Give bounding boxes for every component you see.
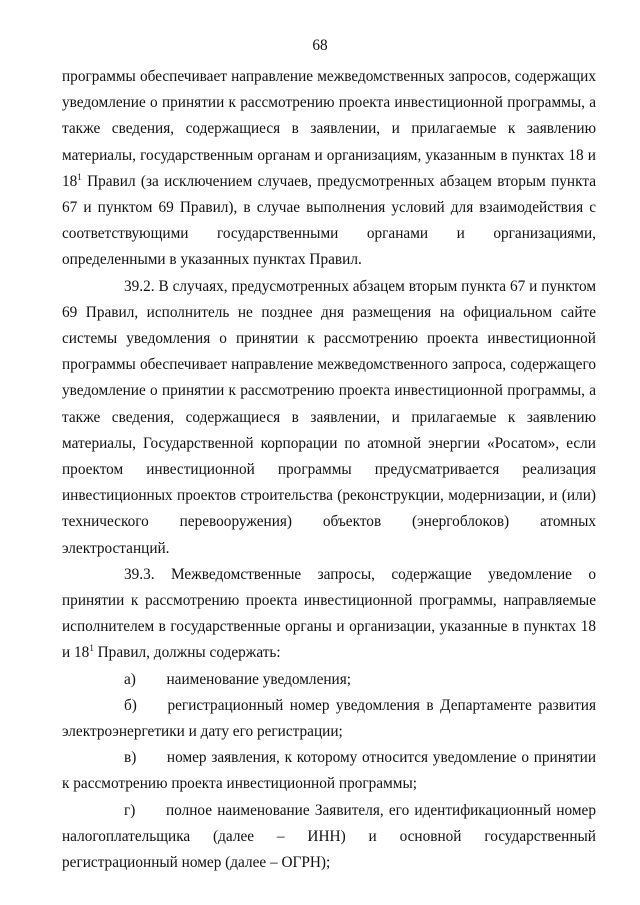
list-item-a [62,667,596,693]
superscript: 1 [77,171,82,182]
paragraph-39-3-text-part2: Правил, должны содержать: [93,644,281,662]
list-item-v [62,745,596,797]
page-number: 68 [312,37,328,54]
list-item-letter: г) [124,801,136,819]
paragraph-39-3 [62,562,596,667]
list-item-text: номер заявления, к которому относится уведомление о принятии к рассмотрению проекта инвестиционной программы; [62,749,596,793]
paragraph-39-2: 39.2. В случаях, предусмотренных абзацем вторым пункта 67 и пунктом 69 Правил, исполнитель не позднее дня размещения на официальном сайте системы уведомления о принятии к рассмотрению проекта инвестиционной программы обеспечивает направление межведомственного запроса, содержащего уведомление о принятии к рассмотрению проекта инвестиционной программы, а также сведения, содержащиеся в заявлении, и прилагаемые к заявлению материалы, Государственной корпорации по атомной энергии «Росатом», если проектом инвестиционной программы предусматривается реализация инвестиционных проектов строительства (реконструкции, модернизации, и (или) технического перевооружения) объектов (энергоблоков) атомных электростанций. [62,277,596,557]
list-item-text: регистрационный номер уведомления в Департаменте развития электроэнергетики и дату его регистрации; [62,696,596,741]
list-item-text: наименование уведомления; [166,670,352,688]
paragraph-39-3-text-part1: 39.3. Межведомственные запросы, содержащие уведомление о принятии к рассмотрению проекта инвестиционной программы, направляемые исполнителем в государственные органы и организации, указанные в пунктах 18 и 18 [62,565,596,662]
continuation-text-part1: программы обеспечивает направление межведомственных запросов, содержащих уведомление о принятии к рассмотрению проекта инвестиционной программы, а также сведения, содержащиеся в заявлении, и прилагаемые к заявлению материалы, государственным органам и организациям, указанным в пунктах 18 и 18 [62,68,596,190]
list-item-letter: б) [124,696,137,714]
continuation-text-part2: Правил (за исключением случаев, предусмотренных абзацем вторым пункта 67 и пунктом 69 Правил), в случае выполнения условий для взаимодействия с соответствующими государственными органами и организациями, определенными в указанных пунктах Правил. [62,172,596,269]
list-item-letter: а) [124,670,136,688]
list-item-text: полное наименование Заявителя, его идентификационный номер налогоплательщика (далее – ИНН) и основной государственный регистрационный номер (далее – ОГРН); [62,801,596,872]
list-item-g [62,798,596,877]
superscript: 1 [89,643,94,654]
continuation-paragraph [62,64,596,274]
list-item-letter: в) [124,749,137,767]
document-body [62,64,596,876]
list-item-b [62,693,596,745]
